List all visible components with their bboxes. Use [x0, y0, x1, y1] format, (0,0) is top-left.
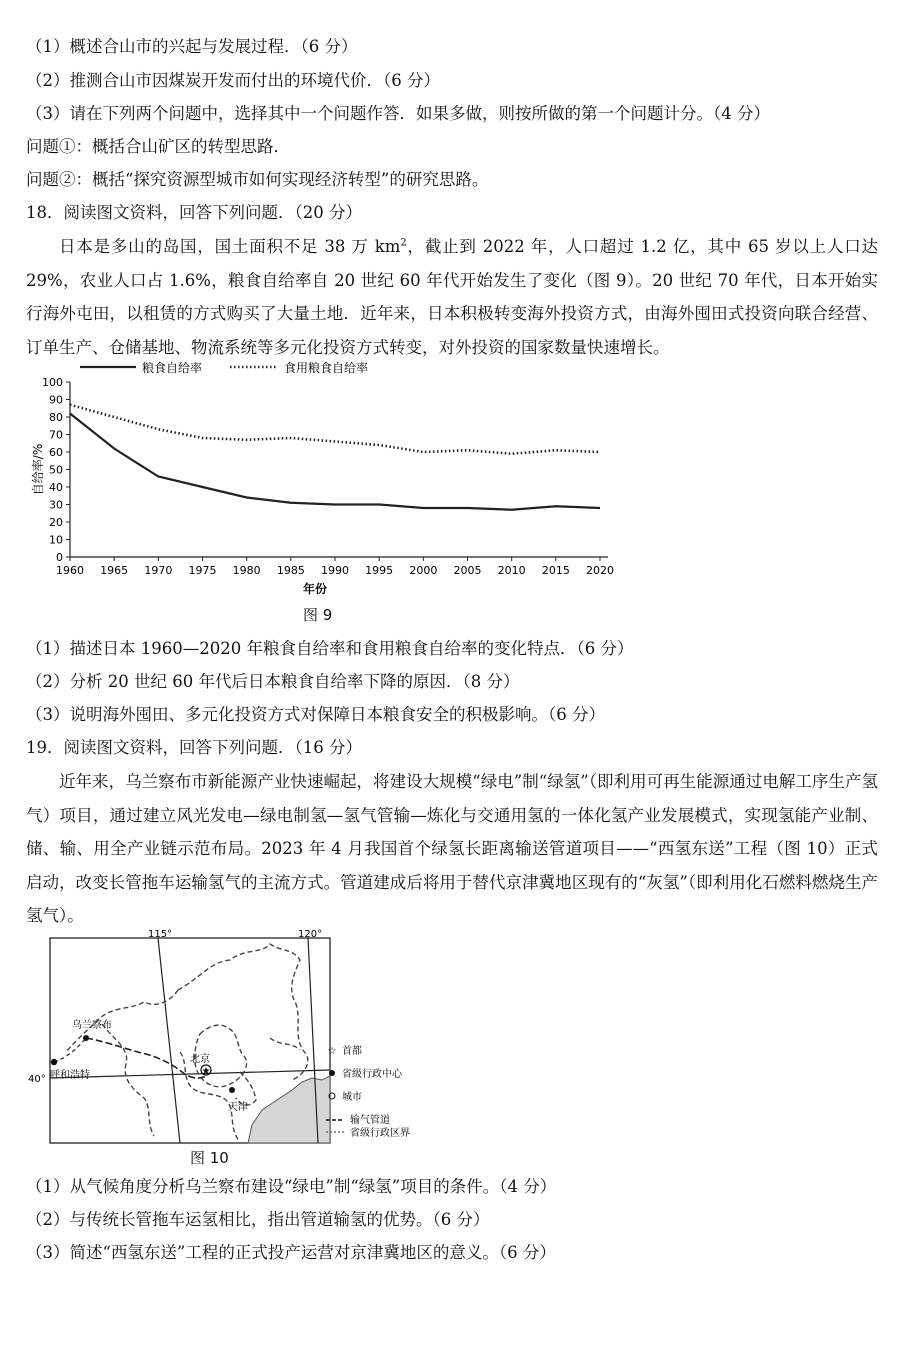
- y-tick-label: 20: [49, 516, 63, 529]
- question-19-1: （1）从气候角度分析乌兰察布建设“绿电”制“绿氢”项目的条件。（4 分）: [26, 1177, 557, 1196]
- wulanchabu-marker: [83, 1035, 89, 1041]
- lat-40-label: 40°: [28, 1074, 46, 1085]
- y-tick-label: 60: [49, 446, 63, 459]
- x-tick-label: 2000: [409, 564, 438, 577]
- question-17-1: （1）概述合山市的兴起与发展过程．（6 分）: [26, 37, 358, 56]
- legend-capital: 首都: [342, 1046, 362, 1057]
- legend-pipeline: 输气管道: [350, 1115, 390, 1126]
- y-tick-label: 90: [49, 393, 63, 407]
- question-19-heading: 19．阅读图文资料，回答下列问题．（16 分）: [26, 738, 362, 757]
- x-axis-label: 年份: [302, 582, 328, 596]
- question-18-passage: 日本是多山的岛国，国土面积不足 38 万 $km^2$，截止到 2022 年，人口超过 1.2 亿，其中 65 岁以上人口达 29%，农业人口占 1.6%，粮食自给率自 20 世纪 60 年代开始发生了变化（图 9）。20 世纪 70 年代，日本开始实行海外屯田，以租赁的方式购买了大量土地．近年来，日本积极转变海外投资方式，由海外囤田式投资向联合经营、订单生产、仓储基地、物流系统等多元化投资方式转变，对外投资的国家数量快速增长。: [26, 237, 879, 357]
- question-17-3: （3）请在下列两个问题中，选择其中一个问题作答．如果多做，则按所做的第一个问题计分。（4 分）: [26, 104, 770, 123]
- question-18-1: （1）描述日本 1960—2020 年粮食自给率和食用粮食自给率的变化特点．（6 分）: [26, 639, 634, 658]
- pipeline: [86, 1038, 206, 1078]
- figure-9-chart: [20, 355, 660, 615]
- hohhot-label: 呼和浩特: [50, 1070, 90, 1081]
- x-tick-label: 2015: [541, 564, 570, 577]
- lon-120-label: 120°: [298, 929, 323, 940]
- x-tick-label: 2020: [586, 564, 614, 577]
- x-tick-label: 1990: [321, 564, 349, 577]
- y-axis-label: 自给率/%: [31, 443, 45, 496]
- legend-provincial-center: 省级行政中心: [342, 1069, 402, 1080]
- legend-city: 城市: [342, 1092, 362, 1103]
- x-tick-label: 1970: [144, 564, 173, 577]
- question-17-option-1: 问题①：概括合山矿区的转型思路．: [26, 137, 290, 156]
- x-tick-label: 1975: [188, 564, 217, 577]
- question-19-3: （3）简述“西氢东送”工程的正式投产运营对京津冀地区的意义。（6 分）: [26, 1243, 556, 1262]
- y-tick-label: 80: [49, 411, 63, 424]
- y-tick-label: 0: [56, 551, 63, 564]
- x-tick-label: 1965: [100, 564, 129, 577]
- figure-10-caption: 图 10: [190, 1149, 229, 1167]
- question-19-2: （2）与传统长管拖车运氢相比，指出管道输氢的优势。（6 分）: [26, 1210, 490, 1229]
- capital-star-icon: ★: [201, 1066, 211, 1077]
- legend-label-1: 粮食自给率: [142, 361, 203, 375]
- y-tick-label: 30: [49, 498, 63, 512]
- question-18-3: （3）说明海外囤田、多元化投资方式对保障日本粮食安全的积极影响。（6 分）: [26, 705, 605, 724]
- series-line-1: [70, 414, 600, 510]
- hohhot-marker: [51, 1059, 57, 1065]
- lon-115-label: 115°: [148, 929, 173, 940]
- x-tick-label: 2005: [453, 564, 482, 577]
- x-tick-label: 1960: [56, 564, 84, 577]
- y-tick-label: 100: [42, 376, 63, 389]
- question-17-2: （2）推测合山市因煤炭开发而付出的环境代价．（6 分）: [26, 71, 440, 90]
- x-tick-label: 1980: [232, 564, 261, 577]
- x-tick-label: 1995: [365, 564, 394, 577]
- question-17-option-2: 问题②：概括“探究资源型城市如何实现经济转型”的研究思路。: [26, 170, 489, 189]
- figure-10-map: [30, 930, 430, 1145]
- figure-9-caption: 图 9: [303, 606, 333, 624]
- beijing-label: 北京: [190, 1054, 210, 1065]
- legend-label-2: 食用粮食自给率: [284, 361, 369, 375]
- y-tick-label: 50: [49, 463, 63, 477]
- wulanchabu-label: 乌兰察布: [72, 1020, 112, 1031]
- tianjin-label: 天津: [228, 1102, 248, 1113]
- question-18-2: （2）分析 20 世纪 60 年代后日本粮食自给率下降的原因．（8 分）: [26, 672, 520, 691]
- series-line-2: [70, 405, 600, 454]
- y-tick-label: 70: [49, 428, 63, 442]
- tianjin-marker: [229, 1087, 235, 1093]
- y-tick-label: 10: [49, 533, 63, 547]
- svg-text:☆: ☆: [327, 1046, 337, 1057]
- legend-boundary: 省级行政区界: [350, 1128, 410, 1139]
- x-tick-label: 1985: [276, 564, 305, 577]
- question-19-passage: 近年来，乌兰察布市新能源产业快速崛起，将建设大规模“绿电”制“绿氢”（即利用可再生能源通过电解工序生产氢气）项目，通过建立风光发电—绿电制氢—氢气管输—炼化与交通用氢的一体化氢产业发展模式，实现氢能产业制、储、输、用全产业链示范布局。2023 年 4 月我国首个绿氢长距离输送管道项目——“西氢东送”工程（图 10）正式启动，改变长管拖车运输氢气的主流方式。管道建成后将用于替代京津冀地区现有的“灰氢”（即利用化石燃料燃烧生产氢气）。: [26, 772, 878, 925]
- x-tick-label: 2010: [497, 564, 526, 577]
- y-tick-label: 40: [49, 481, 63, 494]
- question-18-heading: 18．阅读图文资料，回答下列问题．（20 分）: [26, 203, 362, 222]
